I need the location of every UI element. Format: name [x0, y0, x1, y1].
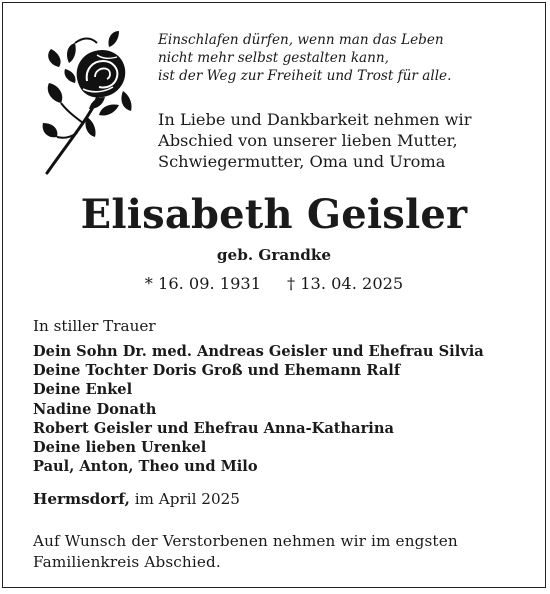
mourning-label: In stiller Trauer: [33, 317, 156, 335]
poem: [158, 31, 451, 85]
place-date: [33, 489, 240, 509]
rose-icon: [39, 25, 139, 177]
family-line: Robert Geisler und Ehefrau Anna-Katharina: [33, 419, 394, 437]
life-dates: [3, 273, 545, 295]
family-line: Deine lieben Urenkel: [33, 439, 207, 457]
intro-line: Abschied von unserer lieben Mutter,: [158, 131, 458, 150]
obituary-notice: [2, 2, 546, 588]
intro-line: In Liebe und Dankbarkeit nehmen wir: [158, 110, 472, 129]
final-note: [33, 531, 458, 572]
family-line: Nadine Donath: [33, 400, 157, 418]
born-name: geb. Grandke: [216, 246, 332, 264]
poem-line: Einschlafen dürfen, wenn man das Leben: [158, 32, 444, 48]
final-note-line: Familienkreis Abschied.: [33, 552, 221, 571]
final-note-line: Auf Wunsch der Verstorbenen nehmen wir im engsten: [33, 532, 458, 550]
family-line: Dein Sohn Dr. med. Andreas Geisler und Ehefrau Silvia: [33, 343, 484, 360]
family-line: Paul, Anton, Theo und Milo: [33, 458, 258, 476]
intro-line: Schwiegermutter, Oma und Uroma: [158, 152, 446, 171]
death-date: † 13. 04. 2025: [287, 274, 404, 293]
family-line: Deine Enkel: [33, 381, 133, 399]
intro-text: [158, 109, 471, 172]
poem-line: ist der Weg zur Freiheit und Trost für alle.: [158, 68, 452, 84]
place-month: im April 2025: [129, 490, 240, 508]
birth-date: * 16. 09. 1931: [144, 274, 261, 293]
poem-line: nicht mehr selbst gestalten kann,: [158, 50, 389, 66]
place-city: Hermsdorf,: [33, 490, 130, 508]
deceased-name: Elisabeth Geisler: [80, 191, 468, 238]
family-line: Deine Tochter Doris Groß und Ehemann Ralf: [33, 362, 401, 380]
family-list: [33, 342, 484, 476]
